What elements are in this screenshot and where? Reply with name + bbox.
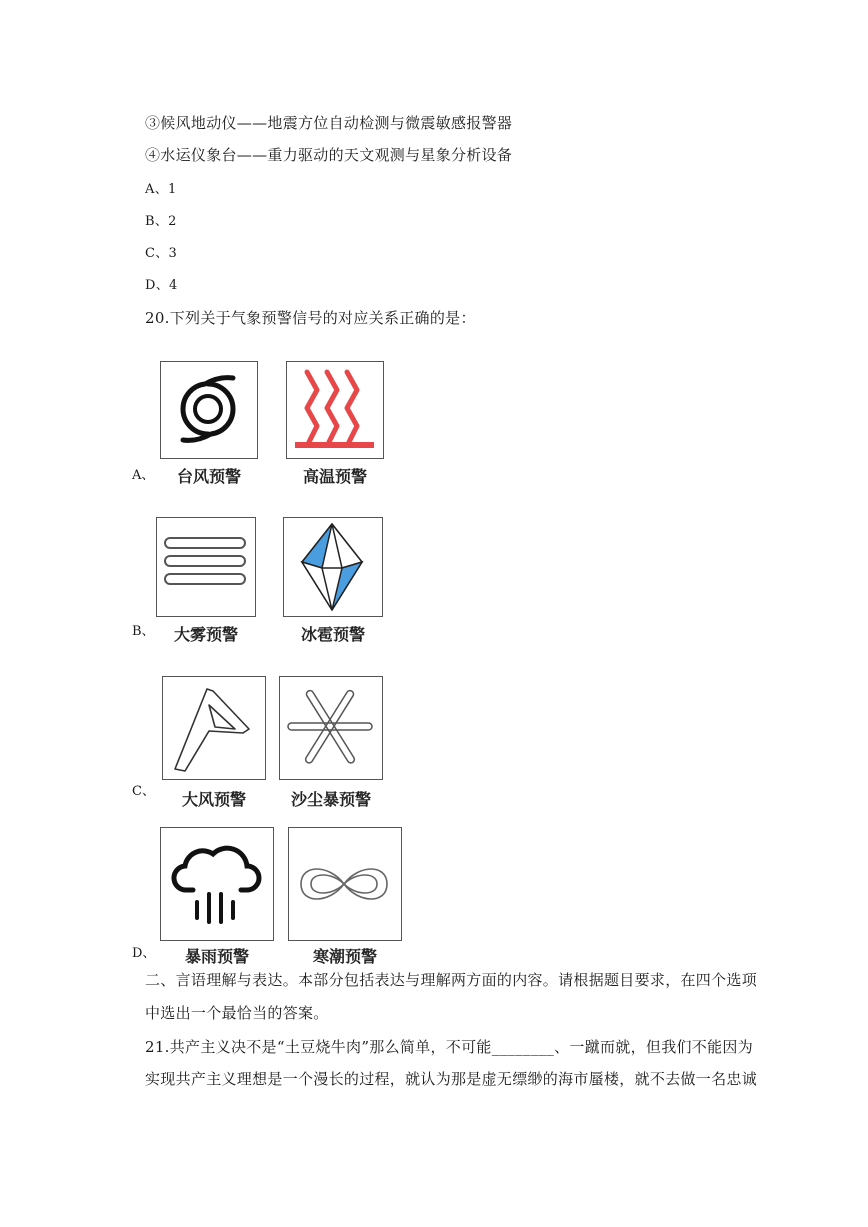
- statement-4: ④水运仪象台——重力驱动的天文观测与星象分析设备: [145, 146, 513, 164]
- cold-wave-icon: [288, 827, 402, 941]
- rainstorm-caption: 暴雨预警: [184, 947, 249, 966]
- fog-icon: [156, 517, 256, 617]
- option-d: D、4: [145, 278, 178, 293]
- rainstorm-icon: [160, 827, 274, 941]
- question-21-line1: 21.共产主义决不是“土豆烧牛肉”那么简单，不可能________、一蹴而就，但我们不能因为: [145, 1038, 753, 1056]
- statement-3: ③候风地动仪——地震方位自动检测与微震敏感报警器: [145, 114, 513, 132]
- heat-icon: [286, 361, 384, 459]
- hail-caption: 冰雹预警: [300, 625, 365, 644]
- sandstorm-caption: 沙尘暴预警: [290, 790, 371, 809]
- wind-flag-icon: [162, 676, 266, 780]
- option-a: A、1: [145, 182, 177, 197]
- fog-caption: 大雾预警: [173, 625, 238, 644]
- typhoon-icon: [160, 361, 258, 459]
- option-c: C、3: [145, 246, 178, 261]
- choice-c-label: C、: [132, 784, 155, 799]
- heat-caption: 高温预警: [302, 467, 367, 486]
- choice-a-label: A、: [132, 468, 155, 483]
- wind-caption: 大风预警: [181, 790, 246, 809]
- question-21-line2: 实现共产主义理想是一个漫长的过程，就认为那是虚无缥缈的海市蜃楼，就不去做一名忠诚: [145, 1070, 758, 1088]
- choice-d-label: D、: [132, 946, 156, 961]
- choice-b-label: B、: [132, 624, 155, 639]
- option-b: B、2: [145, 214, 177, 229]
- question-20: 20.下列关于气象预警信号的对应关系正确的是：: [145, 309, 476, 327]
- section-2-intro-line2: 中选出一个最恰当的答案。: [145, 1004, 329, 1022]
- sandstorm-icon: [279, 676, 383, 780]
- section-2-intro-line1: 二、言语理解与表达。本部分包括表达与理解两方面的内容。请根据题目要求，在四个选项: [145, 971, 758, 989]
- hail-icon: [283, 517, 383, 617]
- typhoon-caption: 台风预警: [176, 467, 241, 486]
- cold-wave-caption: 寒潮预警: [312, 947, 377, 966]
